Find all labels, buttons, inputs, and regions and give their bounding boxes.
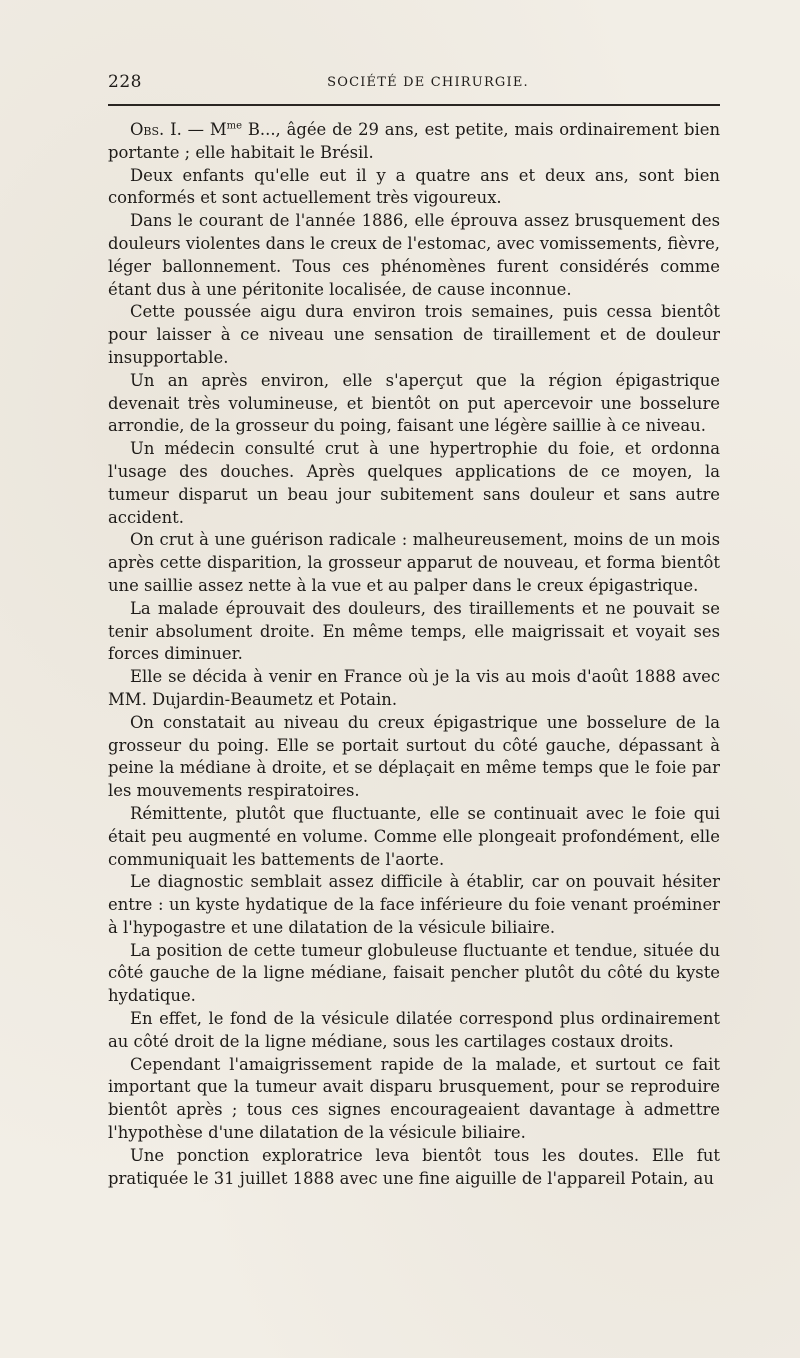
page-number: 228 (108, 72, 142, 92)
paragraph: Un an après environ, elle s'aperçut que la région épigastrique devenait très volumineuse, et bientôt on put apercevoir une bosselure arrondie, de la grosseur du poing, faisant une légère saillie à ce niveau. (108, 370, 720, 436)
paragraph: En effet, le fond de la vésicule dilatée correspond plus ordinairement au côté droit de la ligne médiane, sous les cartilages costaux droits. (108, 1009, 720, 1051)
paragraph: On constatait au niveau du creux épigastrique une bosselure de la grosseur du poing. Elle se portait surtout du côté gauche, dépassant à peine la médiane à droite, et se déplaçait en même temps que le foie par les mouvements respiratoires. (108, 712, 720, 801)
paragraph: On crut à une guérison radicale : malheureusement, moins de un mois après cette disparition, la grosseur apparut de nouveau, et forma bientôt une saillie assez nette à la vue et au palper dans le creux épigastrique. (108, 530, 720, 595)
header-rule (108, 104, 720, 106)
honorific-superscript: me (226, 120, 243, 132)
paragraph: Deux enfants qu'elle eut il y a quatre ans et deux ans, sont bien conformés et sont actuellement très vigoureux. (108, 165, 720, 208)
observation-dash: — M (181, 120, 227, 139)
paragraph: La malade éprouvait des douleurs, des tiraillements et ne pouvait se tenir absolument droite. En même temps, elle maigrissait et voyait ses forces diminuer. (108, 598, 720, 664)
paragraph-continued: Une ponction exploratrice leva bientôt tous les doutes. Elle fut pratiquée le 31 juillet 1888 avec une fine aiguille de l'appareil Potain, au (108, 1145, 720, 1188)
observation-label: Obs. I. (130, 120, 182, 139)
observation-opening (108, 119, 720, 165)
observation-opening-text: B..., âgée de 29 ans, est petite, mais ordinairement bien portante ; elle habitait le Brésil. (108, 120, 720, 162)
page-header (108, 72, 720, 96)
paragraph: Cependant l'amaigrissement rapide de la malade, et surtout ce fait important que la tumeur avait disparu brusquement, pour se reproduire bientôt après ; tous ces signes encourageaient davantage à admettre l'hypothèse d'une dilatation de la vésicule biliaire. (108, 1054, 720, 1143)
paragraph: Le diagnostic semblait assez difficile à établir, car on pouvait hésiter entre : un kyste hydatique de la face inférieure du foie venant proéminer à l'hypogastre et une dilatation de la vésicule biliaire. (108, 872, 720, 937)
running-title: SOCIÉTÉ DE CHIRURGIE. (327, 75, 529, 90)
paragraph: La position de cette tumeur globuleuse fluctuante et tendue, située du côté gauche de la ligne médiane, faisait pencher plutôt du côté du kyste hydatique. (108, 940, 720, 1006)
paragraph: Rémittente, plutôt que fluctuante, elle se continuait avec le foie qui était peu augmenté en volume. Comme elle plongeait profondément, elle communiquait les battements de l'aorte. (108, 803, 720, 869)
body-text (108, 119, 720, 1190)
paragraph: Elle se décida à venir en France où je la vis au mois d'août 1888 avec MM. Dujardin-Beaumetz et Potain. (108, 667, 720, 709)
paragraph: Cette poussée aigu dura environ trois semaines, puis cessa bientôt pour laisser à ce niveau une sensation de tiraillement et de douleur insupportable. (108, 302, 720, 367)
paragraph: Dans le courant de l'année 1886, elle éprouva assez brusquement des douleurs violentes dans le creux de l'estomac, avec vomissements, fièvre, léger ballonnement. Tous ces phénomènes furent considérés comme étant dus à une péritonite localisée, de cause inconnue. (108, 211, 721, 299)
paragraph: Un médecin consulté crut à une hypertrophie du foie, et ordonna l'usage des douches. Après quelques applications de ce moyen, la tumeur disparut un beau jour subitement sans douleur et sans autre accident. (108, 439, 720, 527)
